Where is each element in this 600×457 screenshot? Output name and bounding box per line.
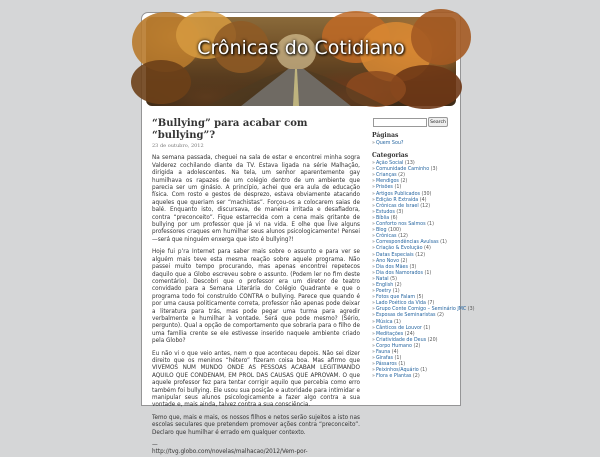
bullet-icon: »: [372, 209, 375, 215]
category-item-link[interactable]: Flora e Plantas: [375, 374, 412, 380]
category-item-link[interactable]: Grupo Conte Comigo – Seminário JMC: [375, 307, 467, 313]
category-item-link[interactable]: Fauna: [375, 350, 391, 355]
bullet-icon: »: [372, 325, 375, 331]
category-item-link[interactable]: Corpo Humano: [375, 343, 412, 349]
bullet-icon: »: [372, 167, 375, 173]
post-source-link[interactable]: http://tvg.globo.com/novelas/malhacao/2012/Vem-por-: [152, 449, 308, 456]
pages-list: [372, 141, 454, 147]
bullet-icon: »: [372, 282, 375, 288]
category-item-link[interactable]: Datas Especiais: [375, 252, 414, 258]
bullet-icon: »: [372, 270, 375, 276]
bullet-icon: »: [372, 307, 375, 313]
category-item-count: (1): [392, 185, 402, 191]
post-paragraph: Eu não vi o que veio antes, nem o que aconteceu depois. Não sei dizer direito que os meninos “hétero” fizeram coisa boa. Mas afirmo que VIVEMOS NUM MUNDO ONDE AS PESSOAS ACABAM LEGITIMANDO AQUILO QUE CONDENAM, EM PROL DAS CAUSAS QUE APROVAM. O que aquele professor fez para tentar corrigir aquilo que percebia como erro também foi bullying. Ele usou sua posição e autoridade para intimidar e manipular seus alunos psicologicamente a fazer algo contra a sua vontade e, mais ainda, talvez contra a sua consciência.: [152, 350, 360, 409]
category-item-link[interactable]: Edição R Extraída: [375, 197, 419, 203]
bullet-icon: »: [372, 356, 375, 362]
page-item-link[interactable]: Quem Sou?: [375, 141, 404, 147]
category-item-link[interactable]: Meditações: [375, 331, 404, 337]
header-autumn-road-image: [146, 17, 456, 106]
category-item-count: (12): [396, 234, 408, 240]
category-item-count: (2): [411, 374, 420, 380]
bullet-icon: »: [372, 295, 375, 301]
bullet-icon: »: [372, 161, 375, 167]
categories-list: [372, 161, 475, 380]
page-container: [141, 12, 475, 456]
bullet-icon: »: [372, 240, 375, 246]
category-item-link[interactable]: Cânticos de Louvor: [375, 325, 422, 331]
bullet-icon: »: [372, 197, 375, 203]
category-item-count: (5): [388, 276, 397, 282]
bullet-icon: »: [372, 252, 375, 258]
category-item-link[interactable]: Comunidade Caminho: [375, 167, 430, 173]
category-item-count: (5): [415, 295, 424, 301]
category-item-link[interactable]: English: [375, 282, 394, 288]
bullet-icon: »: [372, 228, 375, 234]
category-item-count: (1): [396, 362, 406, 368]
category-item-count: (4): [422, 246, 431, 252]
bullet-icon: »: [372, 215, 375, 221]
category-item-count: (1): [421, 325, 431, 331]
post-body: [152, 155, 360, 456]
categories-heading: Categorias: [372, 152, 409, 159]
category-item-count: (12): [418, 203, 431, 209]
bullet-icon: »: [372, 319, 375, 325]
category-item-count: (12): [413, 252, 426, 258]
category-item-link[interactable]: Fotos que Falam: [375, 295, 416, 301]
category-item-count: (1): [391, 289, 400, 295]
category-item-link[interactable]: Criatividade de Deus: [375, 337, 427, 343]
category-item-count: (7): [425, 301, 435, 307]
bullet-icon: »: [372, 234, 375, 240]
category-item-count: (13): [403, 161, 415, 167]
bullet-icon: »: [372, 289, 375, 295]
bullet-icon: »: [372, 313, 375, 319]
category-item-link[interactable]: Dia dos Mães: [375, 264, 408, 270]
post-separator: —: [152, 442, 158, 449]
category-item-count: (2): [396, 173, 405, 179]
category-item-link[interactable]: Crianças: [375, 173, 397, 179]
category-item-link[interactable]: Bíblia: [375, 215, 390, 221]
bullet-icon: »: [372, 191, 375, 197]
category-item-count: (3): [429, 167, 438, 173]
category-item-link[interactable]: Correspondências Avulsas: [375, 240, 439, 246]
category-item-count: (1): [392, 319, 401, 325]
post-title[interactable]: [152, 118, 360, 142]
bullet-icon: »: [372, 350, 375, 355]
post-paragraph: Na semana passada, cheguei na sala de estar e encontrei minha sogra Valderez cochilando diante da TV. Estava ligada na série Malhação, dirigida a adolescentes. Na tela, um senhor aparentemente gay humilhava os rapazes de um colégio dentro de um ambiente que parecia ser um ginásio. A princípio, achei que era aula de educação física. Com rosto e gestos de desprezo, estava obviamente atacando aqueles que queriam ser “machistas”. Forçou-os a colocarem saias de balé. Enquanto isto, discursava, de maneira irritada e desafiadora, contra “preconceito”. Fique estarrecida com a cena mais gritante de bullying por um professor que já vi na vida. E olhe que live alguns professores craques em humilhar seus alunos psicologicamente! Pensei—será que ninguém enxerga que isto é bullying?!: [152, 155, 360, 243]
category-item-count: (2): [398, 179, 408, 185]
category-item-count: (3): [407, 264, 417, 270]
bullet-icon: »: [372, 141, 375, 147]
category-item-count: (2): [411, 343, 421, 349]
category-item-count: (2): [393, 282, 402, 288]
category-item-link[interactable]: Conforto nos Salmos: [375, 222, 426, 228]
bullet-icon: »: [372, 374, 375, 380]
category-item: [372, 374, 454, 380]
category-item-count: (1): [438, 240, 447, 246]
category-item-link[interactable]: Natal: [375, 276, 389, 282]
category-item-count: (24): [403, 331, 415, 337]
category-item-count: (3): [466, 307, 475, 313]
bullet-icon: »: [372, 203, 375, 209]
bullet-icon: »: [372, 343, 375, 349]
pages-heading: Páginas: [372, 132, 399, 139]
category-item-count: (100): [386, 228, 401, 234]
bullet-icon: »: [372, 258, 375, 264]
post-title-text[interactable]: “Bullying” para acabar com “bullying”?: [152, 118, 308, 141]
bullet-icon: »: [372, 179, 375, 185]
bullet-icon: »: [372, 173, 375, 179]
bullet-icon: »: [372, 331, 375, 337]
category-item-count: (20): [426, 337, 438, 343]
category-item-link[interactable]: Esposas de Seminaristas: [375, 313, 436, 319]
bullet-icon: »: [372, 246, 375, 252]
search-button[interactable]: Search: [428, 117, 448, 127]
search-input[interactable]: [373, 118, 427, 127]
category-item-link[interactable]: Ano Novo: [375, 258, 400, 264]
post-paragraph: Temo que, mais e mais, os nossos filhos e netos serão sujeitos a isto nas escolas seculares que pretendem promover ações contra “preconceito”. Declaro que humilhar é errado em qualquer contexto.: [152, 414, 360, 436]
bullet-icon: »: [372, 362, 375, 368]
category-item-count: (4): [418, 197, 427, 203]
category-item-link[interactable]: Blog: [375, 228, 387, 234]
post-date: 23 de outubro, 2012: [152, 143, 204, 149]
bullet-icon: »: [372, 264, 375, 270]
category-item-count: (1): [422, 270, 432, 276]
category-item-count: (30): [420, 191, 432, 197]
category-item-link[interactable]: Prisões: [375, 185, 393, 191]
bullet-icon: »: [372, 222, 375, 228]
category-item-count: (1): [393, 356, 402, 362]
post-paragraph: Hoje fui p’ra Internet para saber mais sobre o assunto e para ver se alguém mais teve esta mesma reação sobre aquele programa. Não passei muito tempo procurando, mas apenas encontrei repetecos daquilo que a Globo escreveu sobre o assunto. (Podem ler no fim deste comentário). Descobri que o professor era um diretor de teatro convidado para a Semana Literária do Colégio Quadrante e que o programa todo foi construído CONTRA o bullying. Parece que quando é por uma causa politicamente correta, professor não apenas pode deixar a literatura para trás, mas pode pegar uma turma para agredir verbalmente e humilhar à vontade. Será que pode mesmo? (Sério, pergunto). Qual a opção de comportamento que sobraria para o filho de uma família crente se ele estivesse inserido naquele ambiente criado pela Globo?: [152, 249, 360, 345]
page-item: [372, 141, 454, 147]
category-item-link[interactable]: Peixinhos/Aquário: [375, 368, 419, 374]
category-item-count: (2): [435, 313, 444, 319]
category-item-count: (3): [394, 209, 404, 215]
category-item-count: (2): [399, 258, 408, 264]
bullet-icon: »: [372, 337, 375, 343]
main-content: [152, 118, 360, 457]
bullet-icon: »: [372, 301, 375, 307]
header-banner: [146, 17, 456, 106]
category-item-link[interactable]: Criação & Evolução: [375, 246, 423, 252]
category-item-count: (1): [425, 222, 434, 228]
blog-title-link[interactable]: Crônicas do Cotidiano: [197, 37, 405, 59]
category-item-link[interactable]: Pássaros: [375, 362, 397, 368]
category-item-link[interactable]: Estudos: [375, 209, 395, 215]
category-item-link[interactable]: Poetry: [375, 289, 392, 295]
bullet-icon: »: [372, 185, 375, 191]
bullet-icon: »: [372, 368, 375, 374]
category-item-link[interactable]: Girafas: [375, 356, 394, 362]
category-item-link[interactable]: Artigos Publicados: [375, 191, 421, 197]
category-item-link[interactable]: Crônicas: [375, 234, 397, 240]
category-item-link[interactable]: Crônicas de Israel: [375, 203, 419, 209]
category-item-count: (6): [389, 215, 398, 221]
category-item-link[interactable]: Mendigos: [375, 179, 399, 185]
categories-widget: [372, 152, 475, 380]
category-item-link[interactable]: Ação Social: [375, 161, 404, 167]
category-item-count: (1): [418, 368, 428, 374]
category-item-link[interactable]: Lado Poético da Vida: [375, 301, 426, 307]
category-item-link[interactable]: Dia dos Namorados: [375, 270, 423, 276]
category-item-link[interactable]: Música: [375, 319, 393, 325]
category-item-count: (4): [390, 350, 399, 355]
bullet-icon: »: [372, 276, 375, 282]
